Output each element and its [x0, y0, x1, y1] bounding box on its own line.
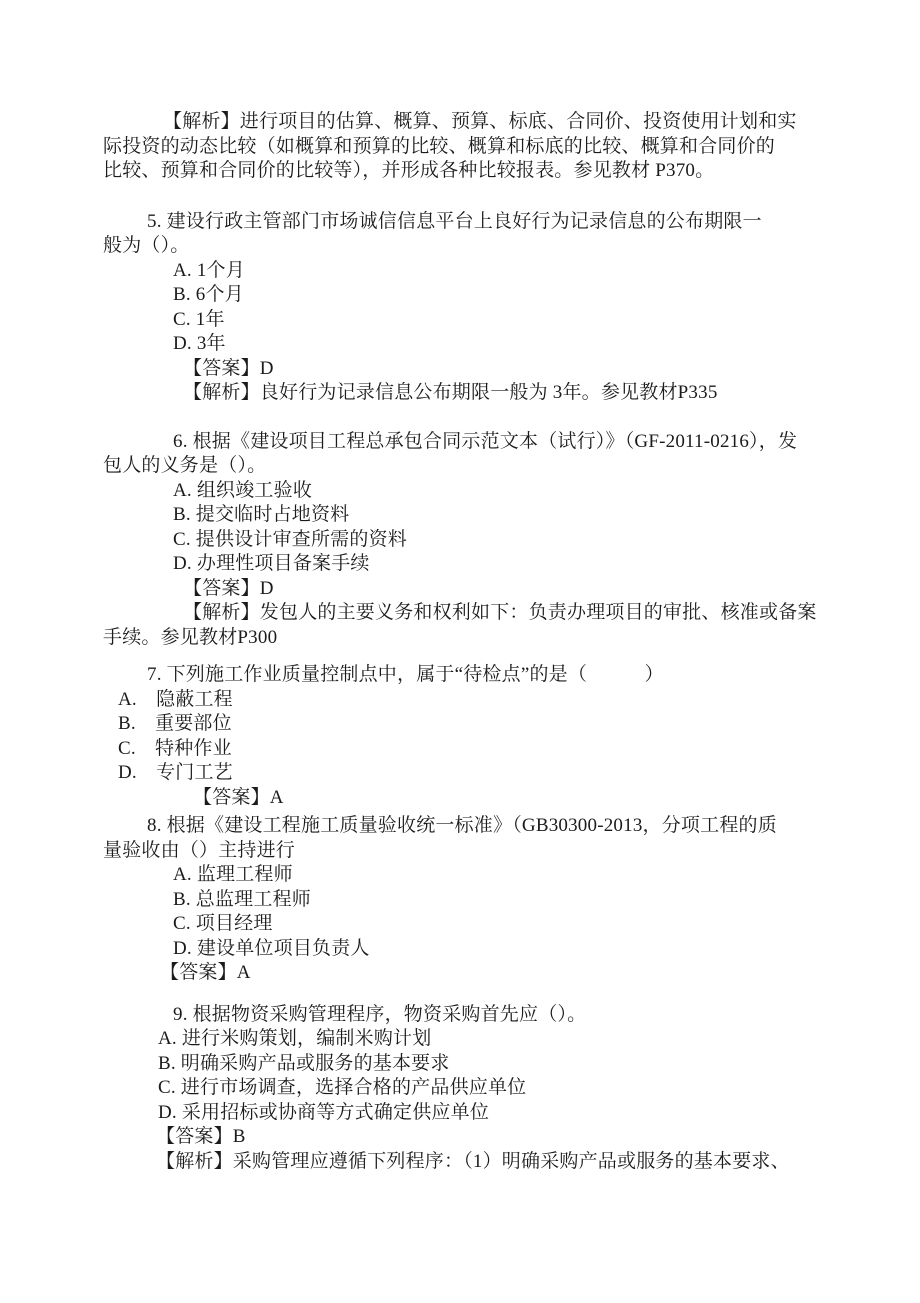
question-8-block	[0, 814, 920, 986]
text-line: 量验收由（）主持进行	[103, 839, 296, 861]
text-line: D. 3年	[173, 333, 226, 354]
text-line: C. 1年	[173, 308, 225, 330]
text-line: 5. 建设行政主管部门市场诚信信息平台上良好行为记录信息的公布期限一	[147, 210, 762, 232]
text-line: 际投资的动态比较（如概算和预算的比较、概算和标底的比较、概算和合同价的	[103, 135, 776, 157]
text-line: C. 提供设计审查所需的资料	[173, 528, 407, 550]
text-line: A. 组织竣工验收	[173, 479, 313, 501]
text-line: 8. 根据《建设工程施工质量验收统一标准》（GB30300-2013，分项工程的质	[147, 815, 777, 836]
text-line: A. 1个月	[173, 259, 245, 281]
text-line: 9. 根据物资采购管理程序，物资采购首先应（）。	[173, 1003, 587, 1025]
text-line: 包人的义务是（）。	[103, 455, 267, 476]
text-line: 7. 下列施工作业质量控制点中，属于“待检点”的是（ ）	[147, 664, 664, 685]
question-7-block	[0, 663, 920, 810]
text-line: D. 采用招标或协商等方式确定供应单位	[158, 1101, 490, 1123]
text-line: 【答案】A	[193, 786, 284, 808]
text-line: 【答案】D	[183, 577, 274, 599]
text-line: 比较、预算和合同价的比较等），并形成各种比较报表。参见教材 P370。	[103, 160, 715, 181]
text-line: 般为（）。	[103, 235, 190, 256]
text-line: A. 监理工程师	[173, 864, 293, 885]
analysis-q4-block	[0, 110, 920, 184]
text-line: C. 项目经理	[173, 913, 273, 934]
text-line: B. 6个月	[173, 284, 244, 305]
text-line: C. 特种作业	[118, 737, 232, 759]
text-line: C. 进行市场调查，选择合格的产品供应单位	[158, 1077, 527, 1098]
text-line: 【答案】B	[156, 1126, 246, 1147]
text-line: B. 重要部位	[118, 713, 232, 734]
question-6-block	[0, 430, 920, 651]
text-line: D. 办理性项目备案手续	[173, 553, 370, 574]
text-line: 【解析】发包人的主要义务和权利如下：负责办理项目的审批、核准或备案	[183, 602, 817, 623]
text-line: 【答案】D	[183, 357, 274, 379]
text-line: D. 专门工艺	[118, 762, 233, 783]
text-line: B. 明确采购产品或服务的基本要求	[158, 1052, 450, 1074]
text-line: A. 隐蔽工程	[118, 688, 233, 710]
text-line: D. 建设单位项目负责人	[173, 937, 370, 959]
question-9-block	[0, 1003, 920, 1175]
text-line: 【答案】A	[160, 962, 251, 983]
text-line: 6. 根据《建设项目工程总承包合同示范文本（试行）》（GF-2011-0216），发	[173, 430, 798, 452]
question-5-block	[0, 210, 920, 406]
text-line: B. 提交临时占地资料	[173, 504, 350, 525]
text-line: 【解析】采购管理应遵循下列程序：（1）明确采购产品或服务的基本要求、	[156, 1150, 790, 1172]
text-line: B. 总监理工程师	[173, 888, 311, 910]
text-line: 手续。参见教材P300	[103, 626, 278, 648]
text-line: 【解析】良好行为记录信息公布期限一般为 3年。参见教材P335	[183, 382, 718, 403]
text-line: 【解析】进行项目的估算、概算、预算、标底、合同价、投资使用计划和实	[163, 111, 797, 132]
text-line: A. 进行米购策划，编制米购计划	[158, 1028, 432, 1049]
